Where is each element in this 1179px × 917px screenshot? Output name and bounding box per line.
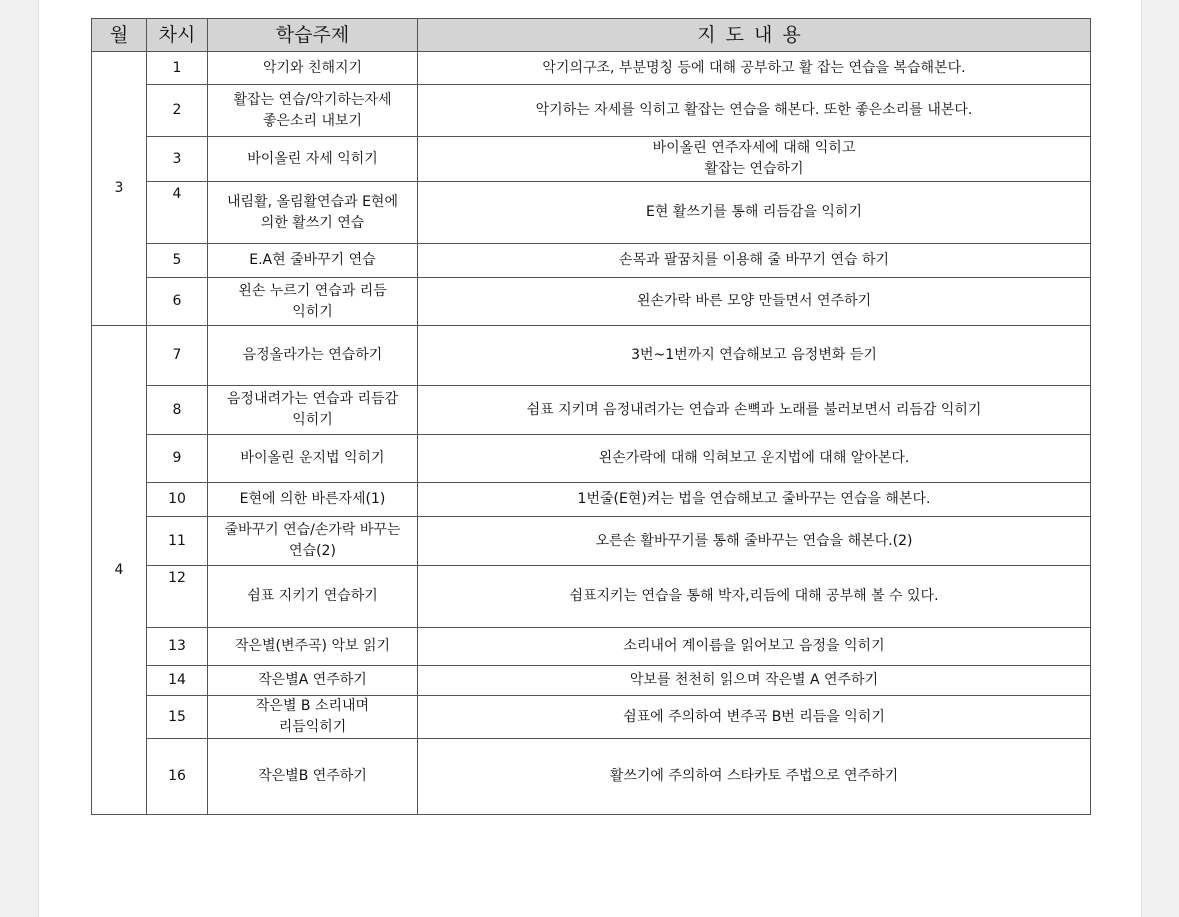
table-row [92,326,1091,386]
topic-cell: 작은별A 연주하기 [208,666,418,696]
session-number-cell: 4 [147,182,208,244]
content-cell: 쉼표 지키며 음정내려가는 연습과 손뼉과 노래를 불러보면서 리듬감 익히기 [418,386,1091,435]
topic-cell: 쉼표 지키기 연습하기 [208,566,418,628]
topic-cell: 바이올린 운지법 익히기 [208,435,418,483]
session-number-cell: 3 [147,137,208,182]
content-cell: 악기하는 자세를 익히고 활잡는 연습을 해본다. 또한 좋은소리를 내본다. [418,85,1091,137]
session-number-cell: 15 [147,696,208,739]
session-number-cell: 1 [147,52,208,85]
table-row [92,483,1091,517]
header-content: 지도내용 [418,19,1091,52]
topic-cell: 내림활, 올림활연습과 E현에 의한 활쓰기 연습 [208,182,418,244]
content-cell: 쉼표지키는 연습을 통해 박자,리듬에 대해 공부해 볼 수 있다. [418,566,1091,628]
session-number-cell: 10 [147,483,208,517]
content-cell: 쉼표에 주의하여 변주곡 B번 리듬을 익히기 [418,696,1091,739]
document-page [38,0,1142,917]
table-row [92,85,1091,137]
lesson-plan-table [91,18,1091,815]
content-cell: 손목과 팔꿈치를 이용해 줄 바꾸기 연습 하기 [418,244,1091,278]
content-cell: 악보를 천천히 읽으며 작은별 A 연주하기 [418,666,1091,696]
content-cell: 바이올린 연주자세에 대해 익히고 활잡는 연습하기 [418,137,1091,182]
topic-cell: 줄바꾸기 연습/손가락 바꾸는 연습(2) [208,517,418,566]
table-row [92,696,1091,739]
table-body [92,52,1091,815]
table-row [92,666,1091,696]
session-number-cell: 2 [147,85,208,137]
header-topic: 학습주제 [208,19,418,52]
topic-cell: E.A현 줄바꾸기 연습 [208,244,418,278]
content-cell: 왼손가락에 대해 익혀보고 운지법에 대해 알아본다. [418,435,1091,483]
month-cell: 4 [92,326,147,815]
table-row [92,566,1091,628]
content-cell: 3번~1번까지 연습해보고 음정변화 듣기 [418,326,1091,386]
header-month: 월 [92,19,147,52]
table-row [92,739,1091,815]
topic-cell: 활잡는 연습/악기하는자세 좋은소리 내보기 [208,85,418,137]
session-number-cell: 11 [147,517,208,566]
table-row [92,628,1091,666]
month-cell: 3 [92,52,147,326]
session-number-cell: 14 [147,666,208,696]
session-number-cell: 9 [147,435,208,483]
session-number-cell: 5 [147,244,208,278]
topic-cell: 작은별(변주곡) 악보 읽기 [208,628,418,666]
content-cell: 오른손 활바꾸기를 통해 줄바꾸는 연습을 해본다.(2) [418,517,1091,566]
session-number-cell: 16 [147,739,208,815]
topic-cell: 작은별B 연주하기 [208,739,418,815]
session-number-cell: 7 [147,326,208,386]
content-cell: 1번줄(E현)켜는 법을 연습해보고 줄바꾸는 연습을 해본다. [418,483,1091,517]
header-session: 차시 [147,19,208,52]
content-cell: E현 활쓰기를 통해 리듬감을 익히기 [418,182,1091,244]
table-row [92,386,1091,435]
table-row [92,137,1091,182]
topic-cell: 악기와 친해지기 [208,52,418,85]
table-row [92,52,1091,85]
topic-cell: E현에 의한 바른자세(1) [208,483,418,517]
header-row [92,19,1091,52]
table-row [92,517,1091,566]
content-cell: 활쓰기에 주의하여 스타카토 주법으로 연주하기 [418,739,1091,815]
topic-cell: 음정올라가는 연습하기 [208,326,418,386]
session-number-cell: 13 [147,628,208,666]
content-cell: 왼손가락 바른 모양 만들면서 연주하기 [418,278,1091,326]
table-row [92,435,1091,483]
session-number-cell: 8 [147,386,208,435]
session-number-cell: 12 [147,566,208,628]
table-row [92,278,1091,326]
table-row [92,244,1091,278]
content-cell: 악기의구조, 부분명칭 등에 대해 공부하고 활 잡는 연습을 복습해본다. [418,52,1091,85]
content-cell: 소리내어 계이름을 읽어보고 음정을 익히기 [418,628,1091,666]
topic-cell: 왼손 누르기 연습과 리듬 익히기 [208,278,418,326]
topic-cell: 작은별 B 소리내며 리듬익히기 [208,696,418,739]
table-row [92,182,1091,244]
topic-cell: 음정내려가는 연습과 리듬감 익히기 [208,386,418,435]
session-number-cell: 6 [147,278,208,326]
topic-cell: 바이올린 자세 익히기 [208,137,418,182]
